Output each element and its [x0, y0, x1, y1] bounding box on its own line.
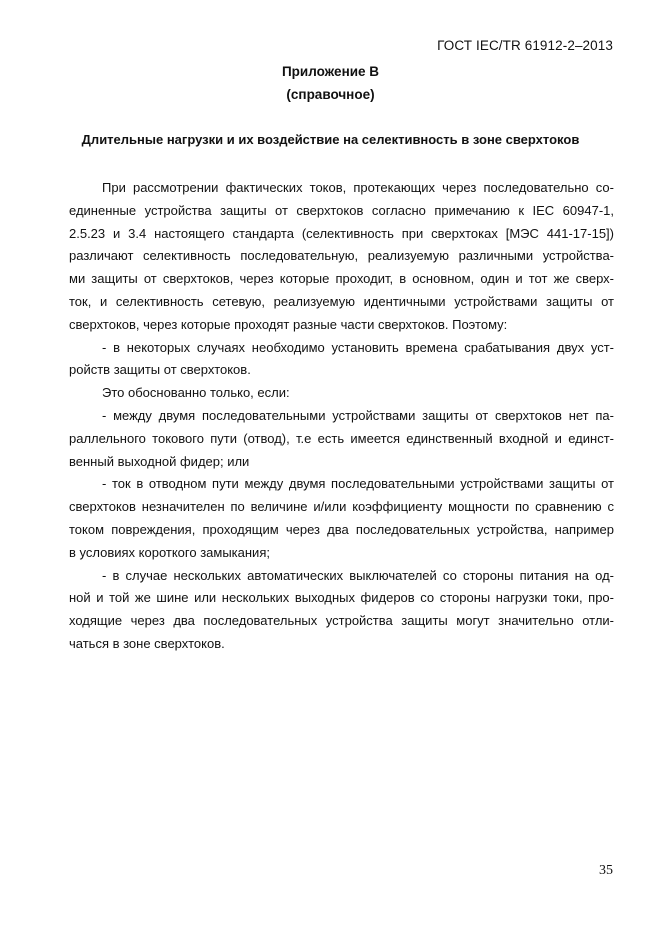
text-line: ходящие через два последовательных устройства защиты могут значительно отли-: [69, 613, 614, 629]
text-line: в условиях короткого замыкания;: [69, 544, 270, 560]
text-line: венный выходной фидер; или: [69, 453, 250, 469]
text-line: - между двумя последовательными устройствами защиты от сверхтоков нет па-: [102, 407, 614, 423]
text-line: сверхтоков, через которые проходят разные части сверхтоков. Поэтому:: [69, 316, 508, 332]
text-line: - ток в отводном пути между двумя последовательными устройствами защиты от: [102, 476, 614, 492]
text-line: ройств защиты от сверхтоков.: [69, 362, 251, 378]
text-line: - в случае нескольких автоматических выключателей со стороны питания на од-: [102, 567, 614, 583]
text-line: током повреждения, проходящим через два последовательных устройства, например: [69, 521, 614, 537]
appendix-note: (справочное): [286, 87, 375, 102]
text-line: ми защиты от сверхтоков, через которые проходит, в основном, один и тот же сверх-: [69, 271, 614, 287]
text-line: единенные устройства защиты от сверхтоков согласно примечанию к IEC 60947-1,: [69, 202, 614, 218]
text-line: сверхтоков незначителен по величине и/или коэффициенту мощности по сравнению с: [69, 499, 614, 515]
body-text: [69, 177, 614, 656]
document-code: ГОСТ IEC/TR 61912-2–2013: [437, 38, 613, 53]
text-line: При рассмотрении фактических токов, протекающих через последовательно со-: [102, 180, 614, 195]
text-line: Это обоснованно только, если:: [102, 385, 290, 401]
text-line: - в некоторых случаях необходимо установить времена срабатывания двух уст-: [102, 339, 614, 355]
text-line: ток, и селективность сетевую, реализуемую идентичными устройствами защиты от: [69, 293, 614, 309]
text-line: раллельного токового пути (отвод), т.е есть имеется единственный входной и единст-: [69, 430, 614, 446]
section-title: Длительные нагрузки и их воздействие на селективность в зоне сверхтоков: [81, 132, 580, 147]
text-line: 2.5.23 и 3.4 настоящего стандарта (селективность при сверхтоках [МЭС 441-17-15]): [69, 225, 614, 241]
text-line: ной и той же шине или нескольких выходных фидеров со стороны нагрузки токи, про-: [69, 590, 614, 606]
text-line: чаться в зоне сверхтоков.: [69, 635, 225, 651]
appendix-title: Приложение B: [281, 64, 380, 79]
text-line: различают селективность последовательную, реализуемую различными устройства-: [69, 248, 614, 264]
page-number: 35: [599, 863, 613, 878]
